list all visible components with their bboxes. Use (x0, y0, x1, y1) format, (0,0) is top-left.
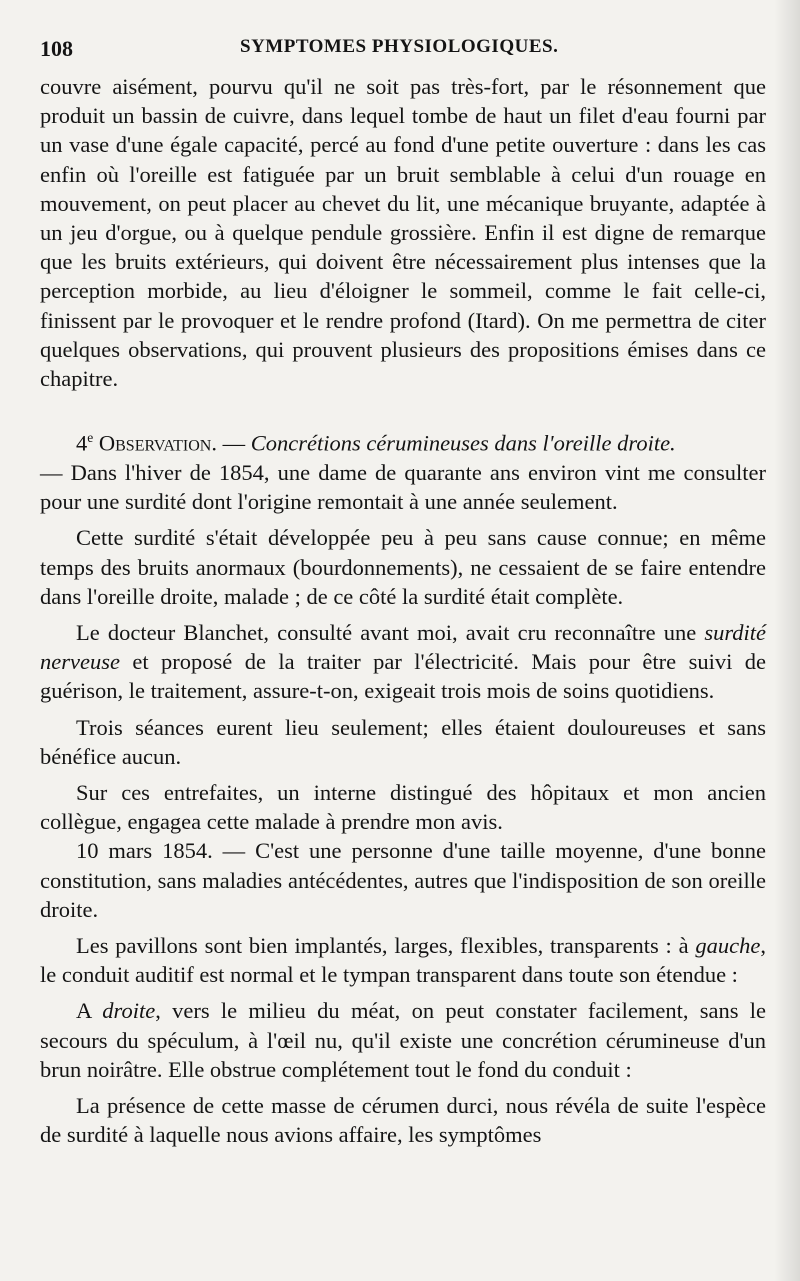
emphasis: droite (102, 998, 156, 1024)
observation-label: Observation. (98, 430, 217, 456)
page-edge-shadow (774, 0, 800, 1281)
observation-dash: — (216, 430, 251, 456)
paragraph-case-intro: — Dans l'hiver de 1854, une dame de quarante ans environ vint me consulter pour une surdité dont l'origine remontait à une année seulement. (40, 459, 766, 515)
emphasis: surdité nerveuse (40, 619, 766, 675)
observation-superscript: e (87, 430, 94, 446)
paragraph (40, 618, 766, 706)
emphasis: gauche (695, 932, 761, 958)
paragraph-continued: couvre aisément, pourvu qu'il ne soit pas très-fort, par le résonnement que produit un bassin de cuivre, dans lequel tombe de haut un filet d'eau fourni par un vase d'une égale capacité, percé au fond d'une petite ouverture : dans les cas enfin où l'oreille est fatiguée par un bruit semblable à celui d'un rouage en mouvement, on peut placer au chevet du lit, une mécanique bruyante, adaptée à un jeu d'orgue, ou à quelque pendule grossière. Enfin il est digne de remarque que les bruits extérieurs, qui doivent être nécessairement plus intenses que la perception morbide, au lieu d'éloigner le sommeil, comme le fait celle-ci, finissent par le provoquer et le rendre profond (Itard). On me permettra de citer quelques observations, qui prouvent plusieurs des propositions émises dans ce chapitre. (40, 74, 766, 392)
observation-number: 4 (76, 430, 88, 456)
body-text (40, 72, 766, 1149)
text-run: , vers le milieu du méat, on peut constater facilement, sans le secours du spéculum, à l'œil nu, qu'il existe une concrétion cérumineuse d'un brun noirâtre. Elle obstrue complétement tout le fond du conduit : (40, 998, 766, 1082)
paragraph: La présence de cette masse de cérumen durci, nous révéla de suite l'espèce de surdité à laquelle nous avions affaire, les symptômes (40, 1093, 766, 1148)
paragraph (40, 996, 766, 1084)
running-title: SYMPTOMES PHYSIOLOGIQUES. (240, 36, 559, 57)
text-run: Le docteur Blanchet, consulté avant moi, avait cru reconnaître une (76, 619, 705, 645)
paragraph: Cette surdité s'était développée peu à peu sans cause connue; en même temps des bruits anormaux (bourdonnements), ne cessaient de se faire entendre dans l'oreille droite, malade ; de ce côté la surdité était complète. (40, 525, 766, 609)
text-run: , le conduit auditif est normal et le tympan transparent dans toute son étendue : (40, 932, 766, 988)
paragraph: Sur ces entrefaites, un interne distingué des hôpitaux et mon ancien collègue, engagea cette malade à prendre mon avis. (40, 779, 766, 835)
observation-heading (40, 423, 766, 458)
paragraph-date-entry: 10 mars 1854. — C'est une personne d'une taille moyenne, d'une bonne constitution, sans maladies antécédentes, autres que l'indisposition de son oreille droite. (40, 838, 766, 922)
running-header (40, 32, 766, 72)
paragraph: Trois séances eurent lieu seulement; elles étaient douloureuses et sans bénéfice aucun. (40, 714, 766, 769)
text-run: et proposé de la traiter par l'électricité. Mais pour être suivi de guérison, le traitement, assure-t-on, exigeait trois mois de soins quotidiens. (40, 649, 766, 704)
text-run: Les pavillons sont bien implantés, larges, flexibles, transparents : à (76, 932, 696, 958)
paragraph (40, 931, 766, 989)
page-number: 108 (40, 36, 73, 61)
text-run: A (76, 998, 103, 1024)
observation-title: Concrétions cérumineuses dans l'oreille droite. (250, 430, 676, 456)
